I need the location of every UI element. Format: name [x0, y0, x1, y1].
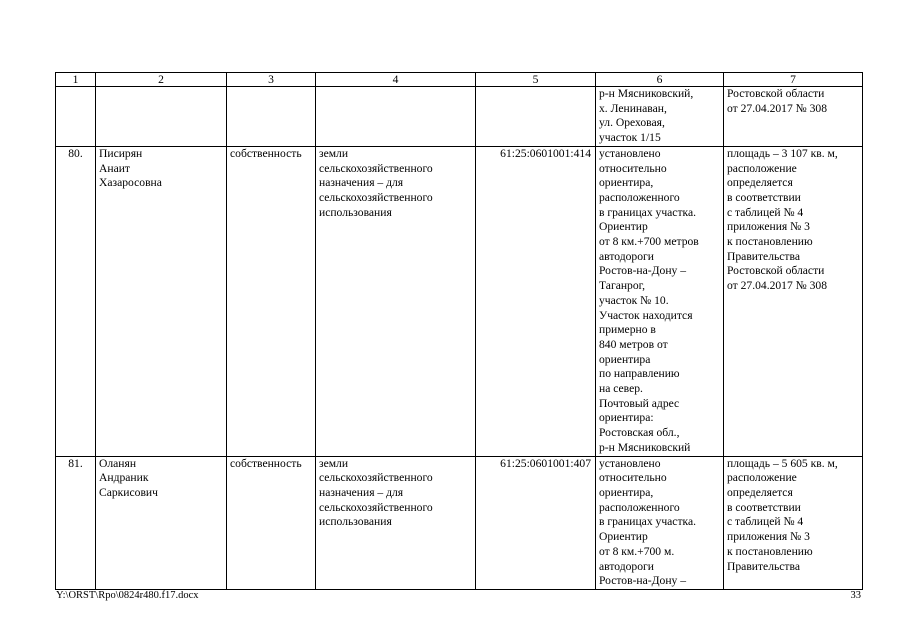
- column-number: 7: [724, 73, 863, 87]
- owner-name-cell: [96, 456, 227, 589]
- cell-line: в соответствии: [727, 500, 801, 514]
- location-cell: [596, 87, 724, 147]
- table-row: [56, 456, 863, 589]
- cell-line: Участок находится: [599, 308, 693, 322]
- column-number: 3: [227, 73, 316, 87]
- cell-line: в соответствии: [727, 190, 801, 204]
- cell-line: х. Ленинаван,: [599, 101, 667, 115]
- cell-line: р-н Мясниковский,: [599, 87, 694, 100]
- cell-line: сельскохозяйственного: [319, 161, 433, 175]
- cell-line: Ростовская обл.,: [599, 426, 680, 440]
- cell-line: расположение: [727, 161, 797, 175]
- cell-line: Ориентир: [599, 220, 648, 234]
- cell-line: от 8 км.+700 м.: [599, 544, 675, 558]
- cell-line: Саркисович: [99, 485, 158, 499]
- cell-line: Ростовской области: [727, 87, 825, 100]
- notes-cell: [724, 87, 863, 147]
- cell-line: приложения № 3: [727, 220, 810, 234]
- land-plots-table: [55, 72, 863, 590]
- notes-cell: [724, 146, 863, 456]
- table-row: [56, 87, 863, 147]
- column-number: 6: [596, 73, 724, 87]
- page-number: 33: [850, 590, 861, 601]
- cell-line: Почтовый адрес: [599, 396, 680, 410]
- cell-line: с таблицей № 4: [727, 205, 804, 219]
- cell-line: примерно в: [599, 323, 656, 337]
- column-number: 5: [476, 73, 596, 87]
- cadastral-number-cell: 61:25:0601001:414: [476, 146, 596, 456]
- cell-line: Оланян: [99, 456, 137, 470]
- cell-line: с таблицей № 4: [727, 515, 804, 529]
- table-row: [56, 146, 863, 456]
- cell-line: расположенного: [599, 500, 680, 514]
- cadastral-number-cell: 61:25:0601001:407: [476, 456, 596, 589]
- cell-line: относительно: [599, 161, 667, 175]
- right-type-cell: собственность: [227, 456, 316, 589]
- row-number-cell: 80.: [56, 146, 96, 456]
- cell-line: сельскохозяйственного: [319, 190, 433, 204]
- column-number: 4: [316, 73, 476, 87]
- column-number: 1: [56, 73, 96, 87]
- cell-line: относительно: [599, 471, 667, 485]
- cell-line: назначения – для: [319, 176, 404, 190]
- cell-line: определяется: [727, 176, 793, 190]
- cell-line: участок № 10.: [599, 293, 669, 307]
- cell-line: Ростов-на-Дону –: [599, 264, 687, 278]
- cell-line: площадь – 3 107 кв. м,: [727, 146, 838, 160]
- cell-line: расположение: [727, 471, 797, 485]
- cell-line: установлено: [599, 456, 661, 470]
- column-number-row: [56, 73, 863, 87]
- cell-line: сельскохозяйственного: [319, 500, 433, 514]
- cell-line: р-н Мясниковский: [599, 440, 691, 454]
- location-cell: [596, 456, 724, 589]
- right-type-cell: собственность: [227, 146, 316, 456]
- cell-line: на север.: [599, 382, 643, 396]
- cell-line: участок 1/15: [599, 131, 661, 145]
- cell-line: Анаит: [99, 161, 130, 175]
- cell-line: ул. Ореховая,: [599, 116, 665, 130]
- cell-line: установлено: [599, 146, 661, 160]
- cell-line: в границах участка.: [599, 515, 697, 529]
- file-path-footer: Y:\ORST\Rpo\0824r480.f17.docx: [56, 590, 199, 601]
- cell-line: площадь – 5 605 кв. м,: [727, 456, 838, 470]
- row-number-cell: [56, 87, 96, 147]
- land-category-cell: [316, 146, 476, 456]
- cell-line: автодороги: [599, 559, 654, 573]
- cell-line: к постановлению: [727, 544, 813, 558]
- notes-cell: [724, 456, 863, 589]
- cell-line: использования: [319, 515, 392, 529]
- cell-line: расположенного: [599, 190, 680, 204]
- cell-line: Правительства: [727, 559, 800, 573]
- owner-name-cell: [96, 146, 227, 456]
- cell-line: назначения – для: [319, 485, 404, 499]
- cell-line: сельскохозяйственного: [319, 471, 433, 485]
- right-type-cell: [227, 87, 316, 147]
- cell-line: использования: [319, 205, 392, 219]
- cell-line: от 27.04.2017 № 308: [727, 279, 828, 293]
- row-number-cell: 81.: [56, 456, 96, 589]
- cell-line: автодороги: [599, 249, 654, 263]
- cell-line: Правительства: [727, 249, 800, 263]
- cell-line: ориентира,: [599, 485, 654, 499]
- cell-line: ориентира:: [599, 411, 654, 425]
- column-number: 2: [96, 73, 227, 87]
- cell-line: Таганрог,: [599, 279, 645, 293]
- land-category-cell: [316, 87, 476, 147]
- cell-line: определяется: [727, 485, 793, 499]
- cell-line: приложения № 3: [727, 530, 810, 544]
- cell-line: Ростов-на-Дону –: [599, 574, 687, 588]
- cell-line: к постановлению: [727, 235, 813, 249]
- cell-line: Писирян: [99, 146, 143, 160]
- land-category-cell: [316, 456, 476, 589]
- cell-line: в границах участка.: [599, 205, 697, 219]
- cell-line: от 27.04.2017 № 308: [727, 101, 828, 115]
- cell-line: Ростовской области: [727, 264, 825, 278]
- cell-line: ориентира: [599, 352, 651, 366]
- cell-line: по направлению: [599, 367, 680, 381]
- cell-line: земли: [319, 146, 349, 160]
- cell-line: земли: [319, 456, 349, 470]
- cell-line: Андраник: [99, 471, 149, 485]
- cell-line: ориентира,: [599, 176, 654, 190]
- owner-name-cell: [96, 87, 227, 147]
- location-cell: [596, 146, 724, 456]
- cell-line: Хазаросовна: [99, 176, 162, 190]
- cell-line: 840 метров от: [599, 337, 668, 351]
- cell-line: Ориентир: [599, 530, 648, 544]
- cell-line: от 8 км.+700 метров: [599, 235, 699, 249]
- cadastral-number-cell: [476, 87, 596, 147]
